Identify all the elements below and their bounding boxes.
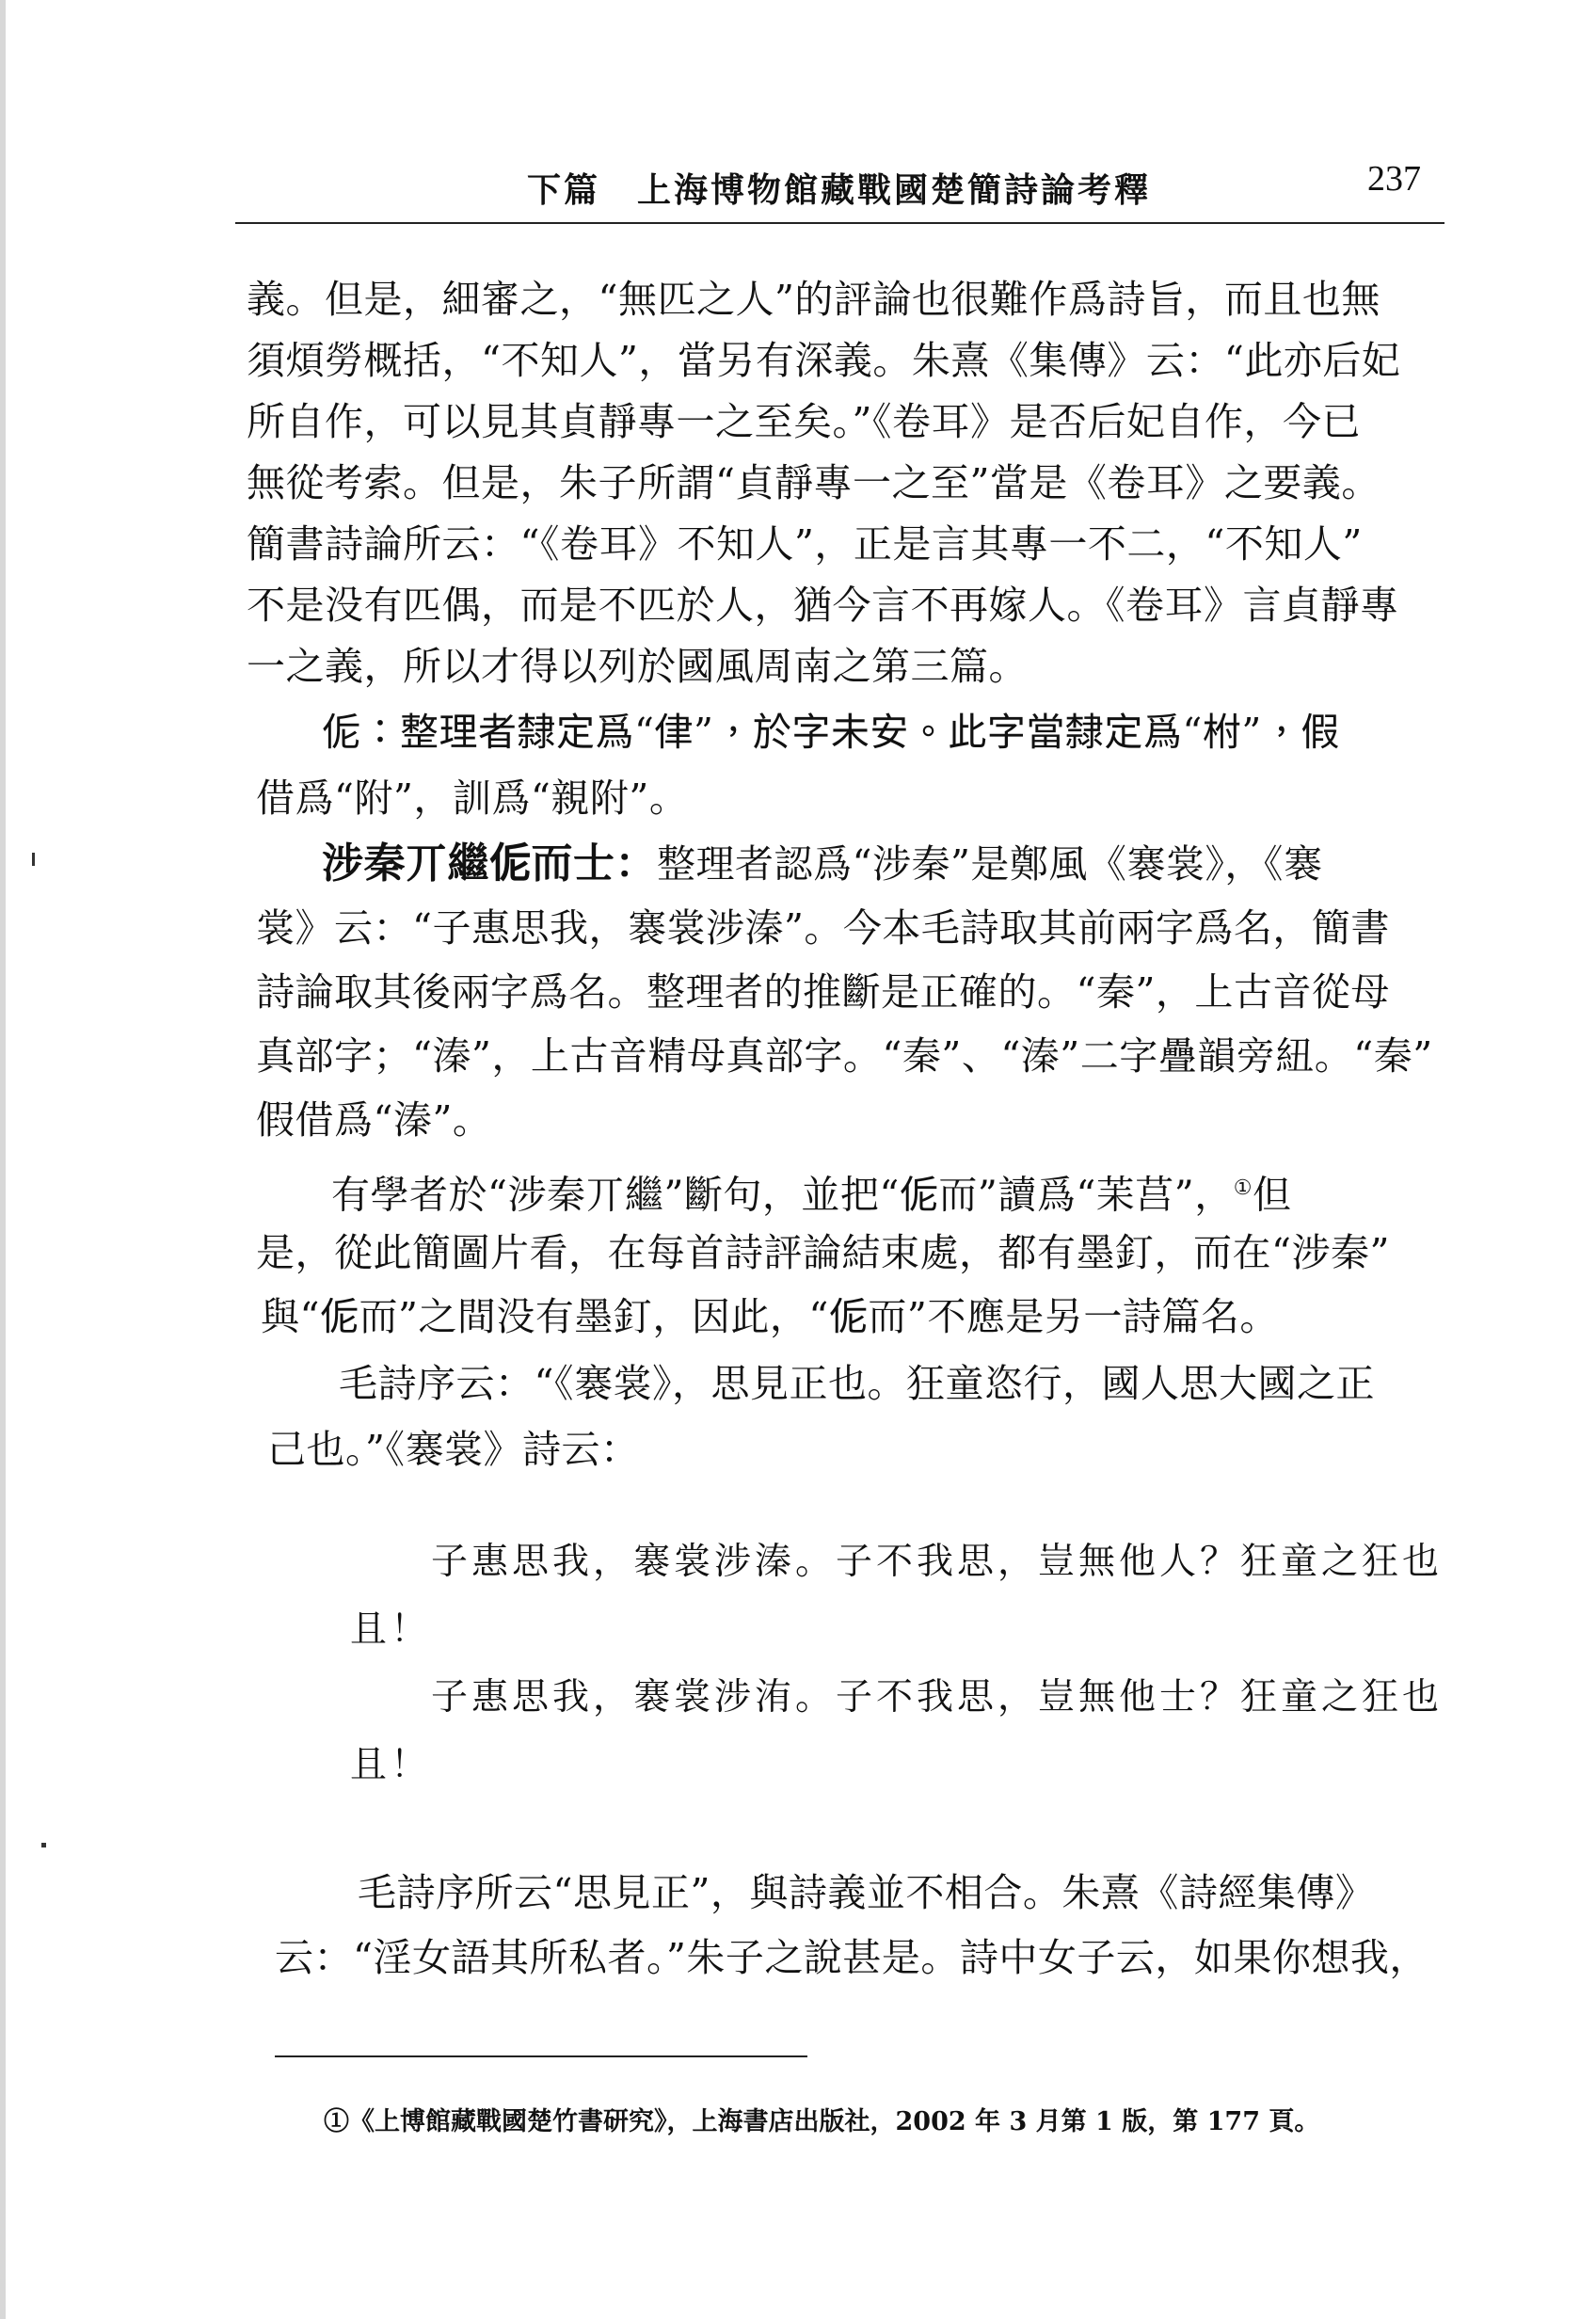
scan-edge: [0, 0, 6, 2319]
verse-line: 且！: [350, 1744, 432, 1786]
page-number: 237: [1367, 159, 1421, 199]
text-line: 義。但是，細審之，“無匹之人”的評論也很難作爲詩旨，而且也無: [247, 277, 1381, 322]
header-rule: [235, 222, 1444, 224]
scholar-first-line: [331, 1162, 1292, 1222]
text-line: 簡書詩論所云：“《卷耳》不知人”，正是言其專一不二，“不知人”: [247, 521, 1363, 567]
section-line: 詩論取其後兩字爲名。整理者的推斷是正確的。“秦”，上古音從母: [256, 969, 1390, 1015]
text-line: 借爲“附”，訓爲“親附”。: [256, 776, 689, 821]
text-line: 𠈁：整理者隸定爲“侓”，於字未安。此字當隸定爲“柎”，假: [322, 710, 1340, 755]
closing-line: 毛詩序所云“思見正”，與詩義並不相合。朱熹《詩經集傳》: [358, 1870, 1375, 1915]
section-line: 整理者認爲“涉秦”是鄭風《褰裳》，《褰: [657, 841, 1323, 887]
text-line: 所自作，可以見其貞靜專一之至矣。”《卷耳》是否后妃自作，今已: [247, 399, 1361, 444]
running-head: 下篇 上海博物館藏戰國楚簡詩論考釋: [527, 170, 1152, 210]
text-line: 不是没有匹偶，而是不匹於人，猶今言不再嫁人。《卷耳》言貞靜專: [247, 583, 1399, 628]
text-line: 無從考索。但是，朱子所謂“貞靜專一之至”當是《卷耳》之要義。: [247, 460, 1381, 505]
section-first-line: [322, 838, 1322, 890]
scan-speck: [41, 1843, 46, 1847]
verse-line: 子惠思我，褰裳涉溱。子不我思，豈無他人？狂童之狂也: [431, 1541, 1444, 1583]
text-line: 須煩勞概括，“不知人”，當另有深義。朱熹《集傳》云：“此亦后妃: [247, 338, 1401, 383]
closing-line: 云：“淫女語其所私者。”朱子之說甚是。詩中女子云，如果你想我，: [275, 1935, 1428, 1980]
scan-speck: [32, 853, 35, 866]
section-lead: 涉秦丌繼𠈁而士：: [322, 840, 657, 888]
scholar-line: 是，從此簡圖片看，在每首詩評論結束處，都有墨釘，而在“涉秦”: [256, 1230, 1390, 1275]
scholar-line: 己也。”《褰裳》詩云：: [267, 1427, 640, 1472]
footnote-rule: [275, 2055, 807, 2057]
verse-line: 且！: [350, 1608, 432, 1651]
section-line: 真部字；“溱”，上古音精母真部字。“秦”、“溱”二字疊韻旁紐。“秦”: [256, 1033, 1433, 1079]
scholar-line: 毛詩序云：“《褰裳》，思見正也。狂童恣行，國人思大國之正: [339, 1361, 1375, 1406]
text-line: 一之義，所以才得以列於國風周南之第三篇。: [247, 644, 1028, 689]
verse-line: 子惠思我，褰裳涉洧。子不我思，豈無他士？狂童之狂也: [431, 1676, 1444, 1719]
scholar-line: 有學者於“涉秦丌繼”斷句，並把“𠈁而”讀爲“苿莒”，: [331, 1172, 1234, 1218]
section-line: 假借爲“溱”。: [256, 1097, 492, 1143]
section-line: 裳》云：“子惠思我，褰裳涉溱”。今本毛詩取其前兩字爲名，簡書: [256, 905, 1390, 951]
footnote: ①《上博館藏戰國楚竹書研究》，上海書店出版社，2002 年 3 月第 1 版，第 177 頁。: [324, 2107, 1320, 2136]
footnote-marker: ①: [1233, 1176, 1253, 1200]
scholar-line: 與“𠈁而”之間没有墨釘，因此，“𠈁而”不應是另一詩篇名。: [261, 1294, 1279, 1339]
page-header: [235, 151, 1440, 210]
scholar-line: 但: [1253, 1172, 1292, 1218]
